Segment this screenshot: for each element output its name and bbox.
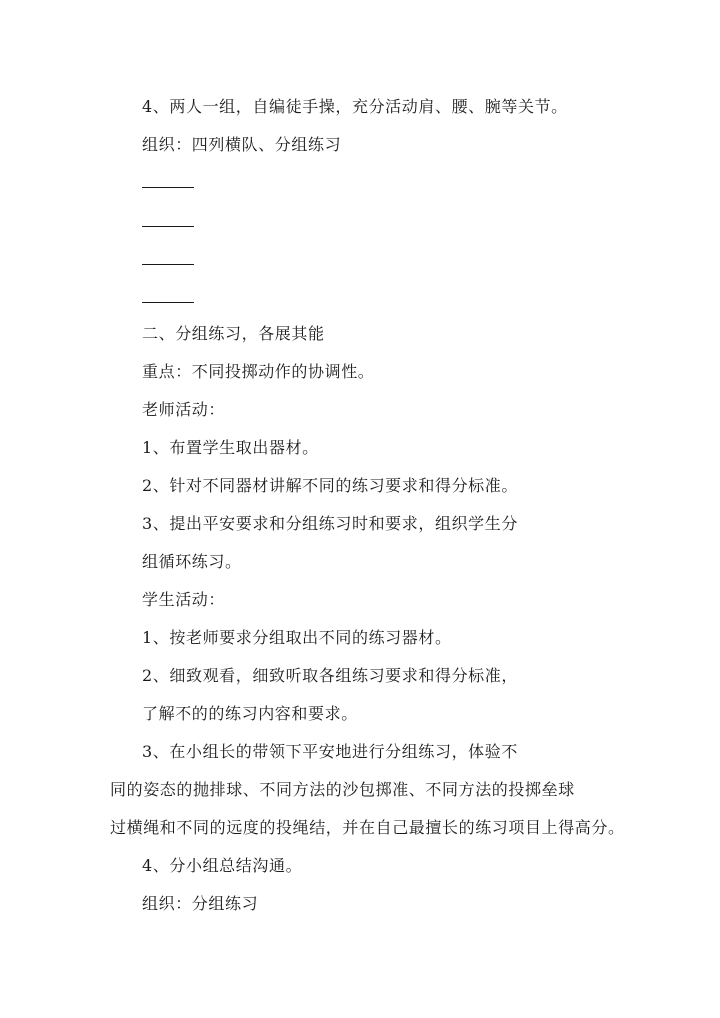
blank-line-1 — [142, 187, 194, 188]
text-line-teacher-activity: 老师活动： — [142, 400, 226, 419]
text-line-organization-2: 组织：分组练习 — [142, 894, 259, 913]
text-line-teacher-3-cont: 组循环练习。 — [142, 552, 242, 571]
text-line-teacher-2: 2、针对不同器材讲解不同的练习要求和得分标准。 — [142, 476, 518, 495]
blank-line-3 — [142, 264, 194, 265]
text-line-student-2-cont: 了解不的的练习内容和要求。 — [142, 704, 358, 723]
text-line-teacher-3: 3、提出平安要求和分组练习时和要求，组织学生分 — [142, 514, 518, 533]
text-line-teacher-1: 1、布置学生取出器材。 — [142, 438, 319, 457]
text-line-key-point: 重点：不同投掷动作的协调性。 — [142, 362, 375, 381]
blank-line-2 — [142, 226, 194, 227]
text-line-warmup-4: 4、两人一组，自编徒手操，充分活动肩、腰、腕等关节。 — [142, 97, 568, 116]
text-line-organization-1: 组织：四列横队、分组练习 — [142, 135, 342, 154]
text-line-student-3-cont-2: 过横绳和不同的远度的投绳结，并在自己最擅长的练习项目上得高分。 — [110, 818, 625, 837]
text-line-student-2: 2、细致观看，细致听取各组练习要求和得分标准， — [142, 666, 518, 685]
text-line-student-1: 1、按老师要求分组取出不同的练习器材。 — [142, 628, 452, 647]
text-line-student-activity: 学生活动： — [142, 590, 226, 609]
text-line-student-4: 4、分小组总结沟通。 — [142, 856, 303, 875]
section-heading-2: 二、分组练习，各展其能 — [142, 324, 325, 343]
blank-line-4 — [142, 302, 194, 303]
text-line-student-3: 3、在小组长的带领下平安地进行分组练习，体验不 — [142, 742, 518, 761]
text-line-student-3-cont-1: 同的姿态的抛排球、不同方法的沙包掷准、不同方法的投掷垒球 — [110, 780, 575, 799]
